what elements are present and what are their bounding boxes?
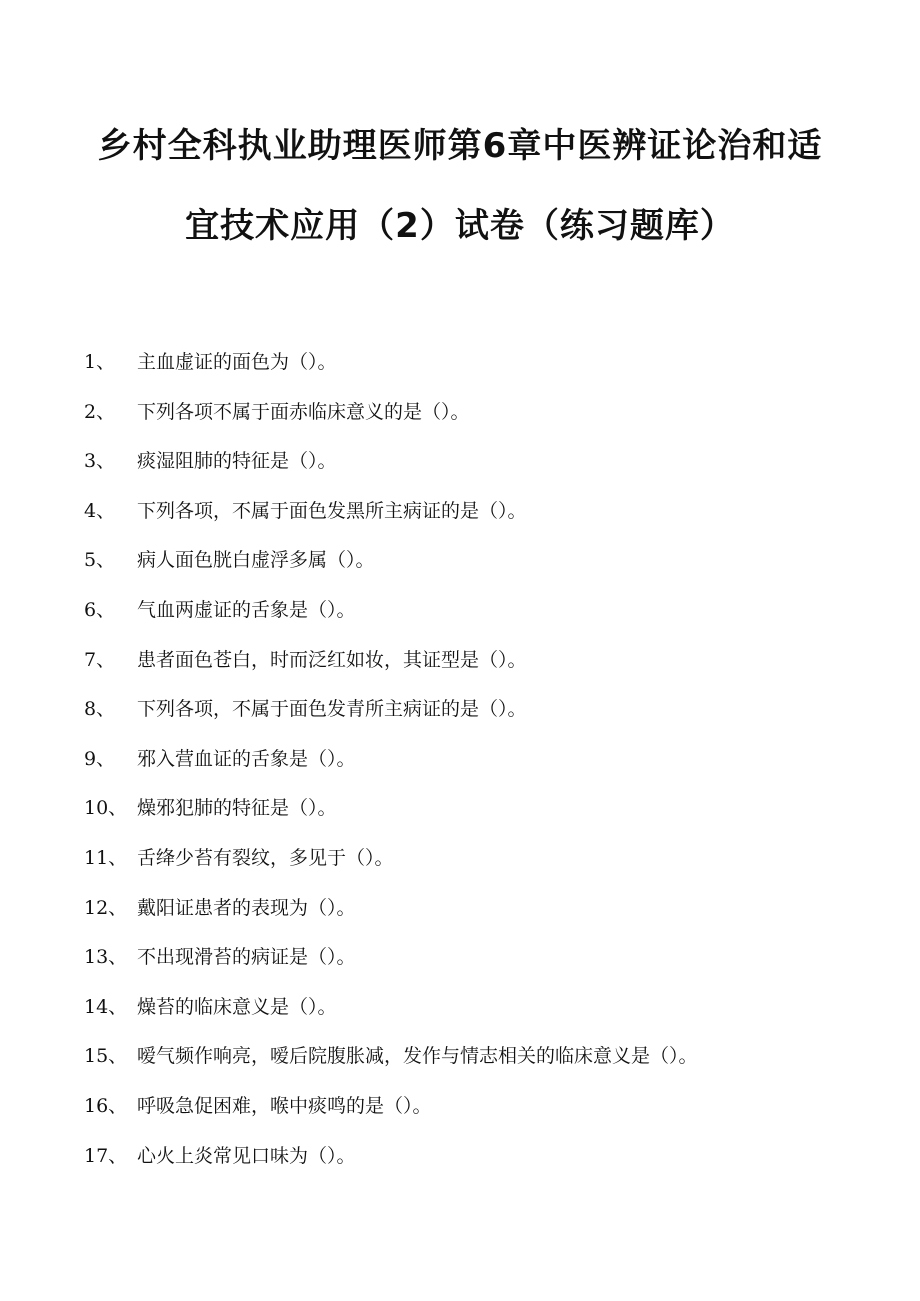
question-text: 痰湿阻肺的特征是（）。 — [137, 450, 337, 473]
question-text: 舌绛少苔有裂纹，多见于（）。 — [137, 846, 394, 869]
question-item — [84, 443, 844, 493]
question-text: 燥苔的临床意义是（）。 — [137, 995, 337, 1018]
page-title-line-1: 乡村全科执业助理医师第6章中医辨证论治和适 — [97, 126, 823, 166]
question-number: 10、 — [84, 797, 128, 820]
question-item — [84, 592, 844, 642]
question-number: 17、 — [84, 1144, 128, 1167]
question-text: 嗳气频作响亮，嗳后院腹胀减，发作与情志相关的临床意义是（）。 — [137, 1045, 698, 1068]
question-item — [84, 542, 844, 592]
question-text: 邪入营血证的舌象是（）。 — [137, 747, 356, 770]
question-text: 病人面色胱白虚浮多属（）。 — [137, 549, 375, 572]
question-number: 13、 — [84, 946, 128, 969]
question-text: 下列各项，不属于面色发黑所主病证的是（）。 — [137, 499, 527, 522]
question-number: 11、 — [84, 846, 128, 869]
question-text: 不出现滑苔的病证是（）。 — [137, 946, 356, 969]
question-number: 7、 — [84, 648, 116, 671]
question-number: 4、 — [84, 499, 116, 522]
question-text: 下列各项，不属于面色发青所主病证的是（）。 — [137, 698, 527, 721]
question-item — [84, 493, 844, 543]
question-item — [84, 890, 844, 940]
question-item — [84, 1038, 844, 1088]
question-text: 呼吸急促困难，喉中痰鸣的是（）。 — [137, 1094, 432, 1117]
question-item — [84, 642, 844, 692]
question-item — [84, 394, 844, 444]
question-item — [84, 691, 844, 741]
question-text: 燥邪犯肺的特征是（）。 — [137, 797, 337, 820]
question-number: 6、 — [84, 598, 116, 621]
question-item — [84, 939, 844, 989]
question-text: 患者面色苍白，时而泛红如妆，其证型是（）。 — [137, 648, 527, 671]
question-number: 1、 — [84, 351, 116, 373]
question-item — [84, 840, 844, 890]
page-title-line-2: 宜技术应用（2）试卷（练习题库） — [185, 206, 735, 246]
question-number: 16、 — [84, 1094, 128, 1117]
question-list — [84, 344, 844, 1187]
question-number: 5、 — [84, 549, 116, 572]
question-item — [84, 741, 844, 791]
question-item — [84, 989, 844, 1039]
question-number: 9、 — [84, 747, 116, 770]
question-text: 主血虚证的面色为（）。 — [137, 351, 337, 373]
question-text: 戴阳证患者的表现为（）。 — [137, 896, 356, 919]
question-item — [84, 1138, 844, 1188]
question-item — [84, 1088, 844, 1138]
question-number: 8、 — [84, 698, 116, 721]
question-item — [84, 344, 844, 394]
question-item — [84, 790, 844, 840]
question-text: 心火上炎常见口味为（）。 — [137, 1144, 356, 1167]
question-number: 2、 — [84, 400, 116, 423]
question-number: 15、 — [84, 1045, 128, 1068]
question-number: 12、 — [84, 896, 128, 919]
question-text: 气血两虚证的舌象是（）。 — [137, 598, 356, 621]
question-text: 下列各项不属于面赤临床意义的是（）。 — [137, 400, 470, 423]
question-number: 14、 — [84, 995, 128, 1018]
question-number: 3、 — [84, 450, 116, 473]
